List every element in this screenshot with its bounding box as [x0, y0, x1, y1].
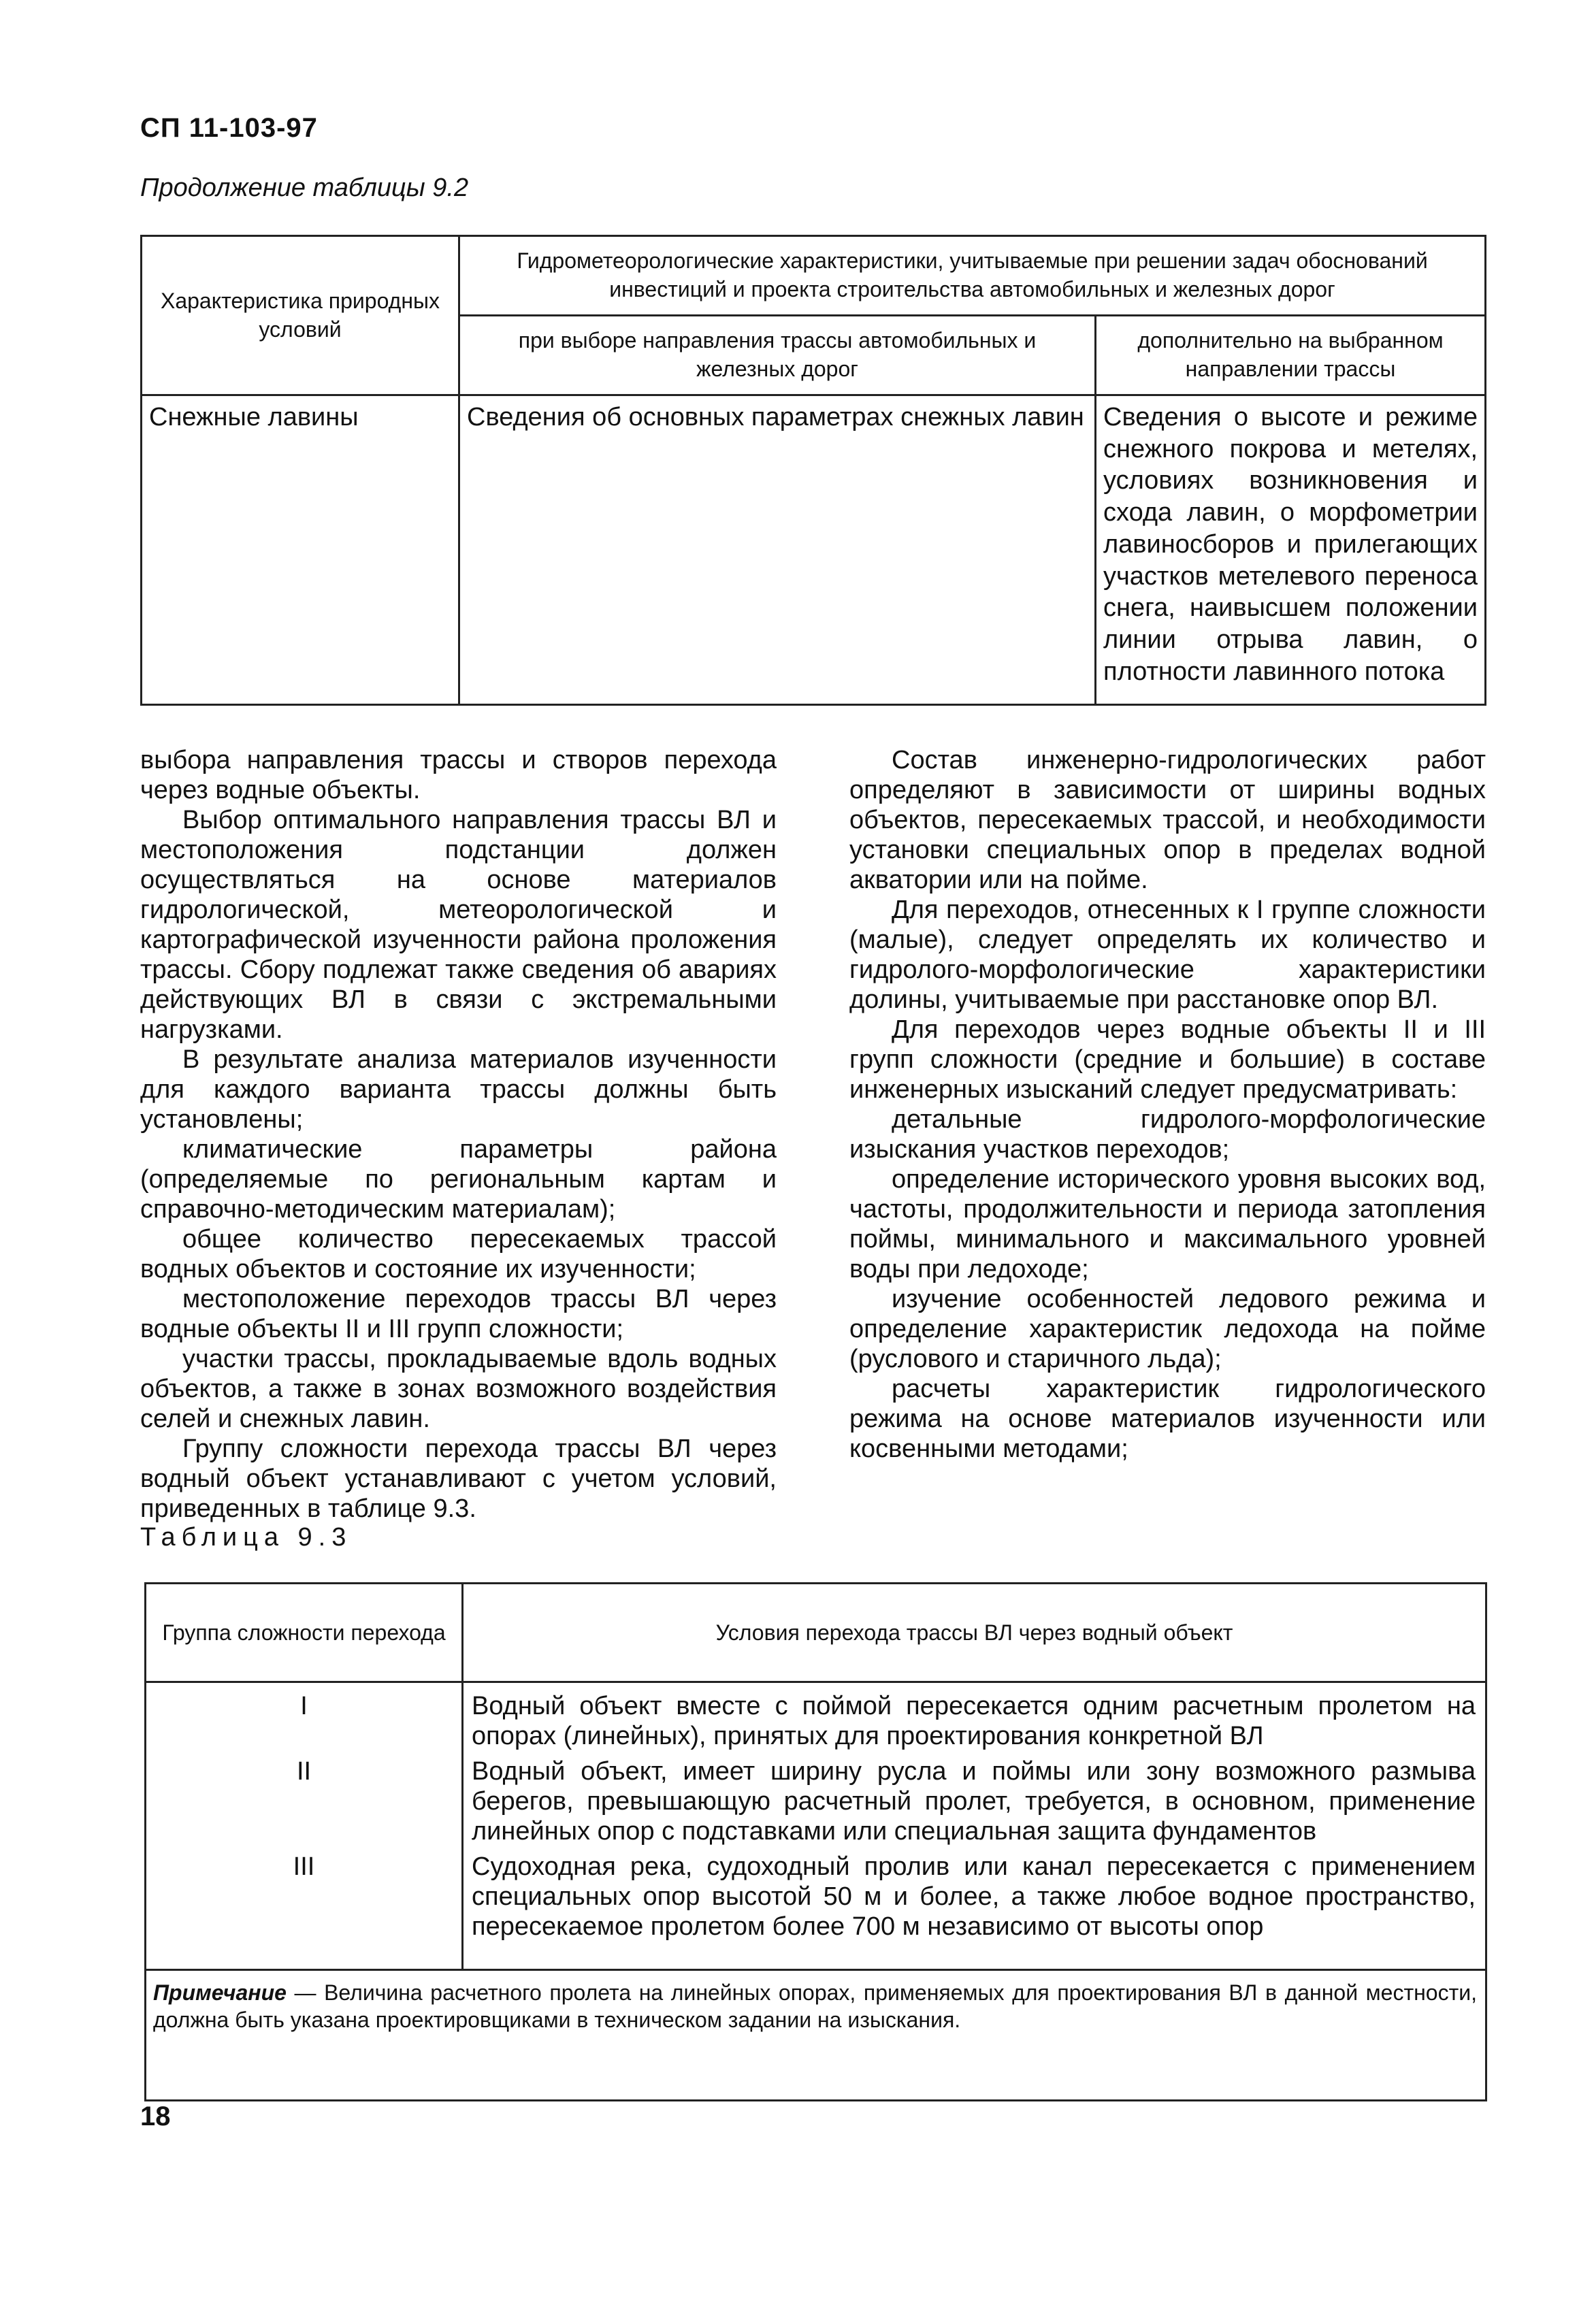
paragraph: Выбор оптимального направления трассы ВЛ и местоположения подстанции должен осуществляться на основе материалов гидрологической, метеорологической и картографической изученности района проложения трассы. Сбору подлежат также сведения об авариях действующих ВЛ в связи с экстремальными нагрузками. [140, 806, 777, 1044]
table-9-2-continuation-caption: Продолжение таблицы 9.2 [140, 174, 469, 202]
table-9-2-header-additional: дополнительно на выбранном направлении трассы [1096, 316, 1486, 395]
table-9-2-header-group: Гидрометеорологические характеристики, учитываемые при решении задач обоснований инвестиций и проекта строительства автомобильных и железных дорог [459, 236, 1486, 316]
list-item: определение исторического уровня высоких вод, частоты, продолжительности и периода затопления поймы, минимального и максимального уровней воды при ледоходе; [849, 1165, 1486, 1283]
list-item: местоположение переходов трассы ВЛ через водные объекты II и III групп сложности; [140, 1285, 777, 1343]
note-label: Примечание [153, 1980, 287, 2005]
table-9-3-body [146, 1683, 1485, 1971]
table-9-2-cell-condition: Снежные лавины [142, 395, 459, 705]
list-item: климатические параметры района (определяемые по региональным картам и справочно-методическим материалам); [140, 1135, 777, 1224]
paragraph: Группу сложности перехода трассы ВЛ через водный объект устанавливают с учетом условий, приведенных в таблице 9.3. [140, 1435, 777, 1523]
group-cell: I [300, 1692, 308, 1720]
table-9-2-cell-route-choice: Сведения об основных параметрах снежных лавин [459, 395, 1096, 705]
list-item: расчеты характеристик гидрологического режима на основе материалов изученности или косвенными методами; [849, 1375, 1486, 1463]
table-9-2-header-route-choice: при выборе направления трассы автомобильных и железных дорог [459, 316, 1096, 395]
list-item: изучение особенностей ледового режима и определение характеристик ледохода на пойме (руслового и старичного льда); [849, 1285, 1486, 1373]
condition-cell: Водный объект, имеет ширину русла и поймы или зону возможного размыва берегов, превышающую расчетный пролет, требуется, в основном, применение линейных опор с подставками или специальная защита фундаментов [472, 1757, 1476, 1846]
paragraph: Для переходов через водные объекты II и III групп сложности (средние и большие) в составе инженерных изысканий следует предусматривать: [849, 1015, 1486, 1104]
list-item: участки трассы, прокладываемые вдоль водных объектов, а также в зонах возможного воздействия селей и снежных лавин. [140, 1345, 777, 1433]
table-9-3 [144, 1582, 1487, 2101]
group-cell: III [293, 1852, 315, 1881]
table-9-2-header-characteristic: Характеристика природных условий [142, 236, 459, 395]
left-text-column [140, 745, 777, 1524]
group-cell: II [296, 1757, 312, 1786]
note-text: — Величина расчетного пролета на линейных опорах, применяемых для проектирования ВЛ в данной местности, должна быть указана проектировщиками в техническом задании на изыскания. [153, 1980, 1477, 2032]
table-9-3-note [153, 1979, 1477, 2033]
paragraph: В результате анализа материалов изученности для каждого варианта трассы должны быть установлены; [140, 1045, 777, 1134]
table-9-2-cell-additional: Сведения о высоте и режиме снежного покрова и метелях, условиях возникновения и схода лавин, о морфометрии лавиносборов и прилегающих участков метелевого переноса снега, наивысшем положении линии отрыва лавин, о плотности лавинного потока [1096, 395, 1486, 705]
paragraph: выбора направления трассы и створов перехода через водные объекты. [140, 746, 777, 804]
table-9-2 [140, 235, 1486, 706]
condition-cell: Судоходная река, судоходный пролив или канал пересекается с применением специальных опор высотой 50 м и более, а также любое водное пространство, пересекаемое пролетом более 700 м независимо от высоты опор [472, 1852, 1476, 1941]
table-9-3-caption: Таблица 9.3 [140, 1523, 353, 1552]
table-9-3-header-conditions: Условия перехода трассы ВЛ через водный объект [715, 1620, 1233, 1645]
paragraph: Состав инженерно-гидрологических работ определяют в зависимости от ширины водных объектов, пересекаемых трассой, и необходимости установки специальных опор в пределах водной акватории или на пойме. [849, 746, 1486, 894]
table-9-3-header [146, 1584, 1485, 1683]
condition-cell: Водный объект вместе с поймой пересекается одним расчетным пролетом на опорах (линейных), принятых для проектирования конкретной ВЛ [472, 1692, 1476, 1750]
document-code: СП 11-103-97 [140, 113, 318, 143]
column-divider [461, 1683, 463, 1969]
paragraph: Для переходов, отнесенных к I группе сложности (малые), следует определять их количество и гидролого-морфологические характеристики долины, учитываемые при расстановке опор ВЛ. [849, 896, 1486, 1014]
table-9-3-header-group: Группа сложности перехода [146, 1584, 463, 1681]
right-text-column [849, 745, 1486, 1464]
table-row [142, 395, 1486, 705]
page-number: 18 [140, 2101, 171, 2131]
list-item: детальные гидролого-морфологические изыскания участков переходов; [849, 1105, 1486, 1164]
list-item: общее количество пересекаемых трассой водных объектов и состояние их изученности; [140, 1225, 777, 1283]
